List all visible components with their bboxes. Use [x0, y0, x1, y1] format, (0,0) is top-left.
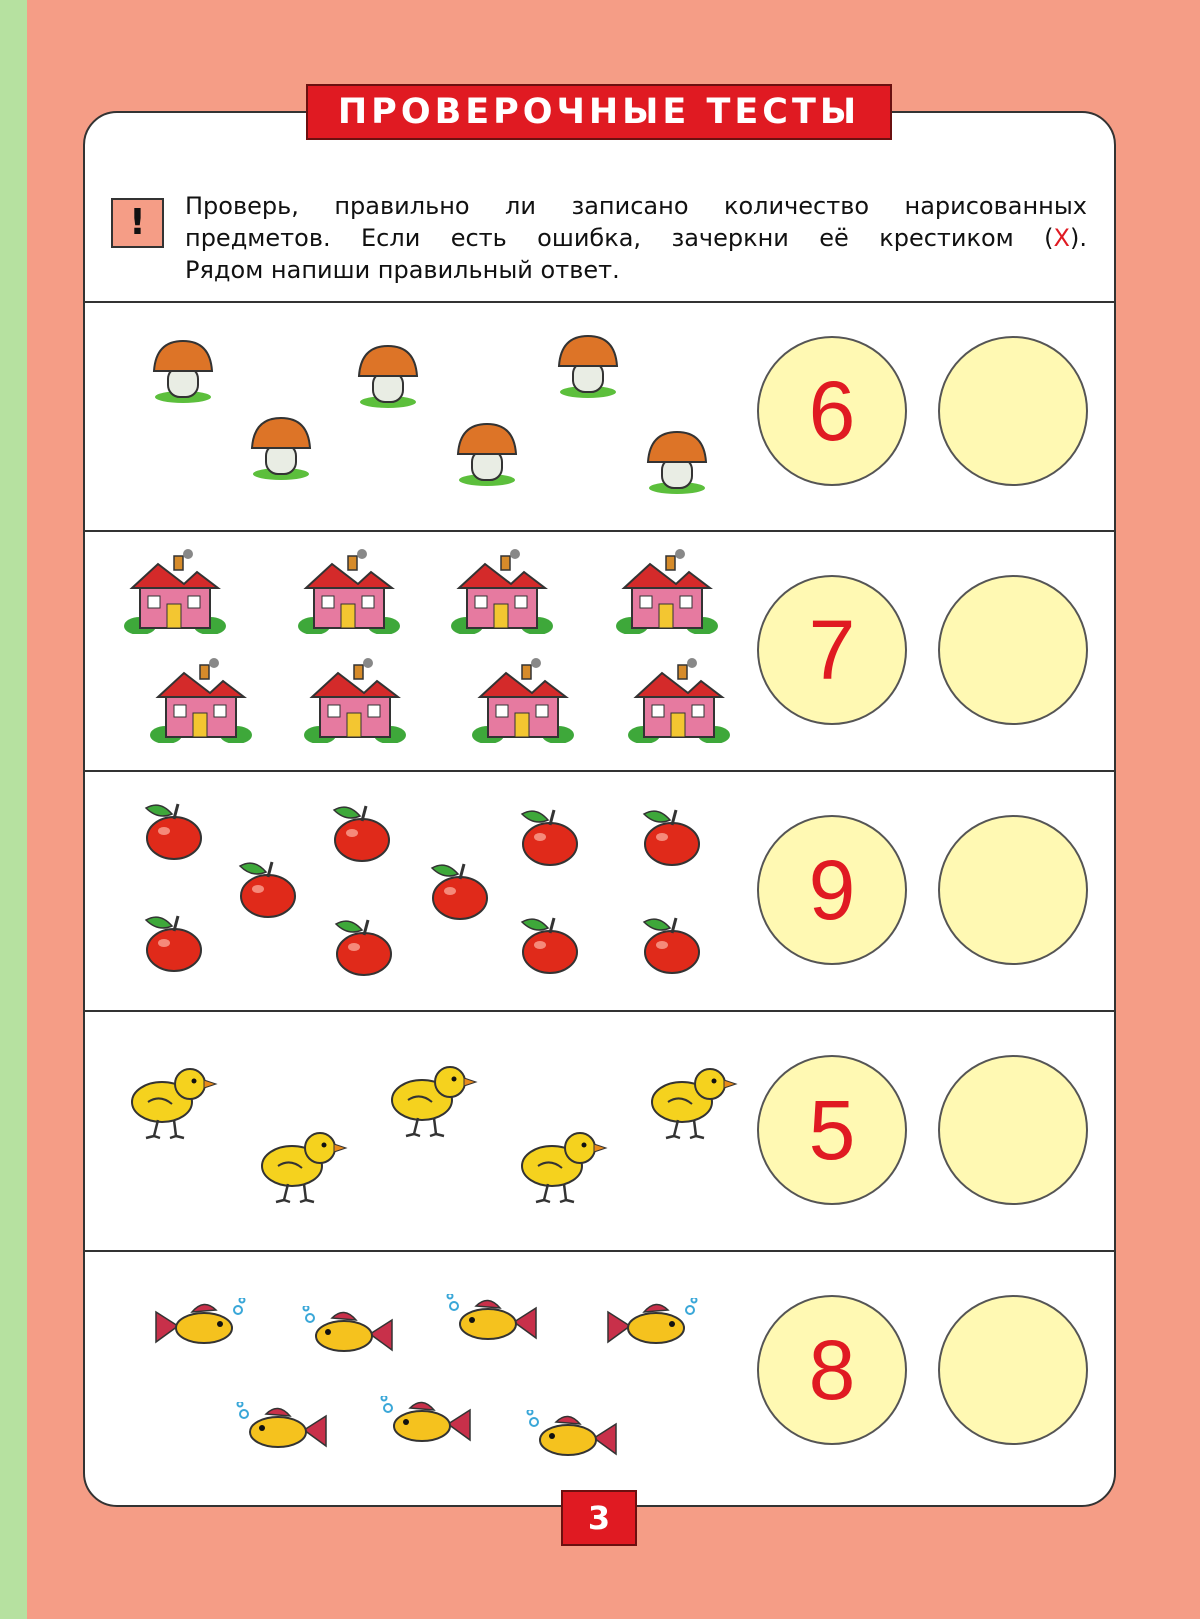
instruction-line-1: Проверь, правильно ли записано количество нарисованных — [185, 192, 1087, 220]
apple-icon — [332, 914, 396, 978]
chick-icon — [256, 1126, 348, 1206]
shown-number-circle — [757, 336, 907, 486]
row-divider — [83, 1250, 1116, 1252]
row-divider — [83, 770, 1116, 772]
shown-number-circle — [757, 575, 907, 725]
mushroom-icon — [148, 335, 218, 405]
fish-icon — [300, 1306, 396, 1362]
house-icon — [148, 657, 253, 743]
apple-icon — [142, 798, 206, 862]
instruction-line-2 — [185, 222, 1087, 254]
fish-icon — [524, 1410, 620, 1466]
shown-number: 8 — [808, 1323, 856, 1417]
apple-icon — [236, 856, 300, 920]
mushroom-icon — [353, 340, 423, 410]
apple-icon — [518, 912, 582, 976]
apple-icon — [518, 804, 582, 868]
mushroom-icon — [553, 330, 623, 400]
house-icon — [614, 548, 719, 634]
apple-icon — [640, 804, 704, 868]
page-title: ПРОВЕРОЧНЫЕ ТЕСТЫ — [306, 84, 892, 140]
chick-icon — [516, 1126, 608, 1206]
chick-icon — [126, 1062, 218, 1142]
row-divider — [83, 530, 1116, 532]
mushroom-icon — [642, 426, 712, 496]
shown-number-circle — [757, 1295, 907, 1445]
house-icon — [449, 548, 554, 634]
shown-number-circle — [757, 1055, 907, 1205]
shown-number: 7 — [808, 603, 856, 697]
shown-number: 9 — [808, 843, 856, 937]
instruction-text — [185, 190, 1087, 286]
fish-icon — [152, 1298, 248, 1354]
fish-icon — [444, 1294, 540, 1350]
apple-icon — [640, 912, 704, 976]
row-divider — [83, 301, 1116, 303]
shown-number: 6 — [808, 364, 856, 458]
cross-mark: Х — [1053, 224, 1070, 252]
answer-circle[interactable] — [938, 336, 1088, 486]
apple-icon — [142, 910, 206, 974]
house-icon — [626, 657, 731, 743]
house-icon — [470, 657, 575, 743]
shown-number-circle — [757, 815, 907, 965]
chick-icon — [646, 1062, 738, 1142]
house-icon — [122, 548, 227, 634]
fish-icon — [234, 1402, 330, 1458]
mushroom-icon — [452, 418, 522, 488]
apple-icon — [330, 800, 394, 864]
instruction-line-3: Рядом напиши правильный ответ. — [185, 256, 620, 284]
exclamation-icon: ! — [111, 198, 164, 248]
shown-number: 5 — [808, 1083, 856, 1177]
apple-icon — [428, 858, 492, 922]
fish-icon — [378, 1396, 474, 1452]
answer-circle[interactable] — [938, 1055, 1088, 1205]
house-icon — [302, 657, 407, 743]
answer-circle[interactable] — [938, 1295, 1088, 1445]
page-number: 3 — [561, 1490, 637, 1546]
answer-circle[interactable] — [938, 575, 1088, 725]
answer-circle[interactable] — [938, 815, 1088, 965]
side-stripe — [0, 0, 27, 1619]
instruction-line-2-start: предметов. Если есть ошибка, зачеркни её крестиком ( — [185, 224, 1054, 252]
house-icon — [296, 548, 401, 634]
chick-icon — [386, 1060, 478, 1140]
fish-icon — [604, 1298, 700, 1354]
mushroom-icon — [246, 412, 316, 482]
row-divider — [83, 1010, 1116, 1012]
instruction-line-2-end: ). — [1070, 224, 1087, 252]
